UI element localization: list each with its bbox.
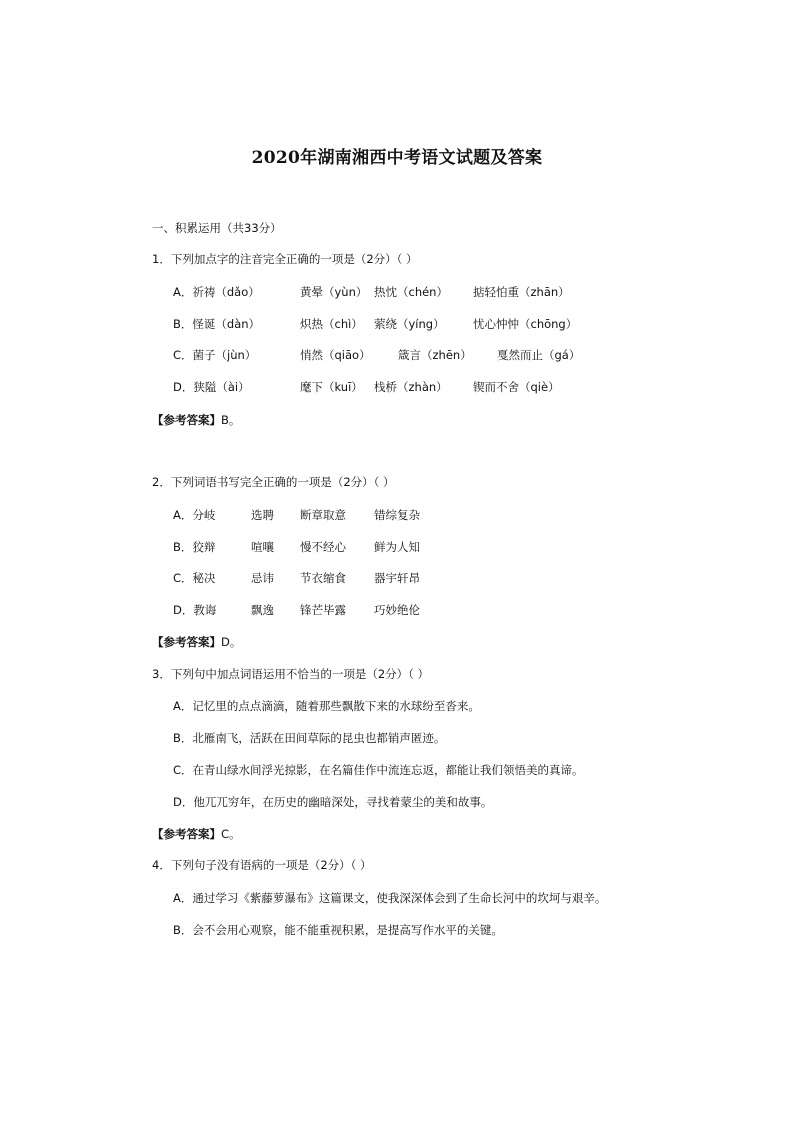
question-2-answer <box>152 634 241 650</box>
question-4-option-b: B．会不会用心观察，能不能重视积累，是提高写作水平的关键。 <box>173 923 503 937</box>
answer-value: D。 <box>221 635 242 649</box>
option-word: 萦绕（yíng） <box>374 317 445 331</box>
option-word: 节衣缩食 <box>300 571 346 585</box>
question-3-option-d: D．他兀兀穷年，在历史的幽暗深处，寻找着蒙尘的美和故事。 <box>173 795 493 809</box>
answer-label: 【参考答案】 <box>152 413 221 427</box>
option-word: 悄然（qiāo） <box>300 348 371 362</box>
answer-value: B。 <box>221 413 241 427</box>
answer-label: 【参考答案】 <box>152 635 221 649</box>
answer-value: C。 <box>221 827 241 841</box>
option-word: 断章取意 <box>300 508 346 522</box>
option-word: 戛然而止（gá） <box>497 348 581 362</box>
page-title: 2020年湖南湘西中考语文试题及答案 <box>251 148 543 168</box>
option-word: D．狭隘（ài） <box>173 380 250 394</box>
question-2-stem: 2．下列词语书写完全正确的一项是（2分）（ ） <box>152 475 395 489</box>
answer-label: 【参考答案】 <box>152 827 221 841</box>
option-word: C．秘决 <box>173 571 216 585</box>
option-word: A．分岐 <box>173 508 216 522</box>
option-word: 麾下（kuī） <box>300 380 363 394</box>
option-word: B．狡辩 <box>173 540 216 554</box>
question-3-option-a: A．记忆里的点点滴滴，随着那些飘散下来的水球纷至沓来。 <box>173 699 480 713</box>
option-word: 栈桥（zhàn） <box>374 380 448 394</box>
question-4-stem: 4．下列句子没有语病的一项是（2分）（ ） <box>152 858 372 872</box>
option-word: 锋芒毕露 <box>300 603 346 617</box>
question-3-option-c: C．在青山绿水间浮光掠影，在名篇佳作中流连忘返，都能让我们领悟美的真谛。 <box>173 763 584 777</box>
option-word: B．怪诞（dàn） <box>173 317 261 331</box>
question-1-stem: 1．下列加点字的注音完全正确的一项是（2分）（ ） <box>152 252 418 266</box>
option-word: 锲而不舍（qiè） <box>473 380 560 394</box>
option-word: A．祈祷（dǎo） <box>173 285 260 299</box>
option-word: 忌讳 <box>251 571 274 585</box>
option-word: 掂轻怕重（zhān） <box>473 285 570 299</box>
question-4-option-a: A．通过学习《紫藤萝瀑布》这篇课文，使我深深体会到了生命长河中的坎坷与艰辛。 <box>173 891 607 905</box>
option-word: 箴言（zhēn） <box>398 348 472 362</box>
question-3-answer <box>152 826 241 842</box>
option-word: 炽热（chì） <box>300 317 363 331</box>
option-word: 巧妙绝伦 <box>374 603 420 617</box>
option-word: 器宇轩昂 <box>374 571 420 585</box>
option-word: 喧嚷 <box>251 540 274 554</box>
question-3-stem: 3．下列句中加点词语运用不恰当的一项是（2分）（ ） <box>152 667 430 681</box>
option-word: 飘逸 <box>251 603 274 617</box>
option-word: 错综复杂 <box>374 508 420 522</box>
option-word: 热忱（chén） <box>374 285 448 299</box>
option-word: 鲜为人知 <box>374 540 420 554</box>
option-word: 黄晕（yùn） <box>300 285 368 299</box>
option-word: D．教诲 <box>173 603 217 617</box>
option-word: 慢不经心 <box>300 540 346 554</box>
section-heading: 一、积累运用（共33分） <box>152 221 282 235</box>
option-word: 忧心忡忡（chōng） <box>473 317 578 331</box>
question-3-option-b: B．北雁南飞，活跃在田间草际的昆虫也都销声匿迹。 <box>173 731 446 745</box>
option-word: 选聘 <box>251 508 274 522</box>
question-1-answer <box>152 412 240 428</box>
option-word: C．菌子（jùn） <box>173 348 257 362</box>
